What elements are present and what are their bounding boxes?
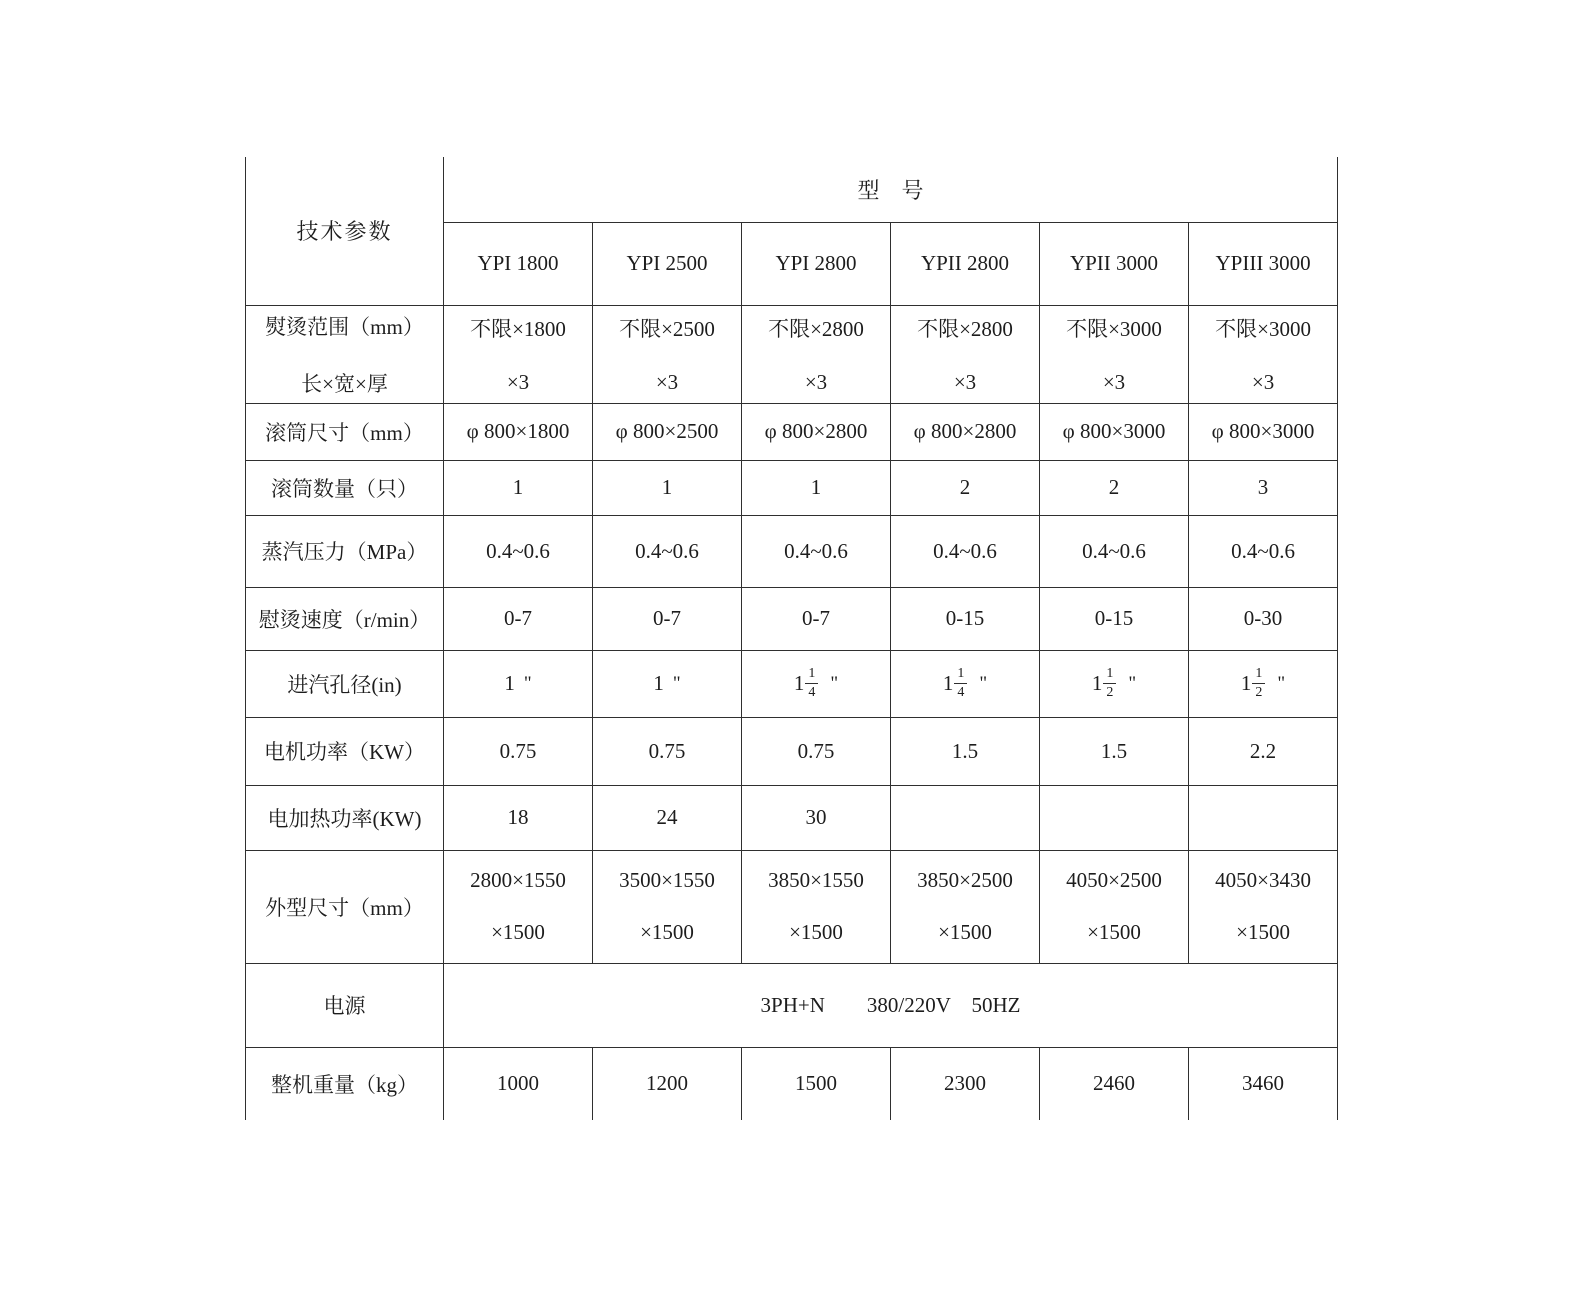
- value-cell: 1000: [444, 1047, 593, 1120]
- value-cell: 0.75: [593, 717, 742, 785]
- model-header-cell: 型 号: [444, 157, 1338, 222]
- value-cell: [1189, 305, 1338, 403]
- value-line1: 不限×2800: [917, 317, 1013, 341]
- row-label-line1: 熨烫范围（mm）: [265, 314, 424, 339]
- fraction-denominator: 4: [808, 685, 816, 700]
- inch-mark: ": [979, 672, 988, 694]
- value-cell: 1500: [742, 1047, 891, 1120]
- value-cell: 0-15: [891, 587, 1040, 650]
- inch-value: [1040, 666, 1188, 701]
- value-line2: ×1500: [491, 920, 545, 944]
- drum-count-row: [246, 460, 1338, 515]
- value-cell: [742, 305, 891, 403]
- fraction: [954, 666, 967, 701]
- inch-mark: ": [672, 672, 681, 694]
- value-cell: φ 800×2500: [593, 403, 742, 460]
- fraction-denominator: 4: [957, 685, 965, 700]
- row-label-cell: 慰烫速度（r/min）: [246, 587, 444, 650]
- value-cell: [593, 305, 742, 403]
- row-label-cell: [246, 305, 444, 403]
- value-cell: 1: [593, 460, 742, 515]
- corner-cell: 技术参数: [246, 157, 444, 305]
- value-cell: 1: [444, 460, 593, 515]
- value-cell: 1200: [593, 1047, 742, 1120]
- value-cell: [1040, 785, 1189, 850]
- value-cell: 2: [891, 460, 1040, 515]
- value-cell: [891, 850, 1040, 963]
- value-line2: ×3: [1102, 370, 1126, 394]
- value-cell: 0.4~0.6: [1040, 515, 1189, 587]
- value-cell: [1040, 850, 1189, 963]
- value-cell: [1189, 785, 1338, 850]
- value-cell: 24: [593, 785, 742, 850]
- value-line1: 不限×1800: [470, 317, 566, 341]
- value-line2: ×3: [655, 370, 679, 394]
- spec-table-container: [245, 157, 1338, 1120]
- value-cell: 3460: [1189, 1047, 1338, 1120]
- value-line2: ×3: [1251, 370, 1275, 394]
- row-label-cell: 蒸汽压力（MPa）: [246, 515, 444, 587]
- value-line1: 3500×1550: [619, 868, 715, 892]
- row-label-cell: 滚筒数量（只）: [246, 460, 444, 515]
- model-cell: YPII 2800: [891, 222, 1040, 305]
- value-cell: 0.4~0.6: [891, 515, 1040, 587]
- value-line2: ×1500: [640, 920, 694, 944]
- power-supply-row: [246, 963, 1338, 1047]
- model-cell: YPII 3000: [1040, 222, 1189, 305]
- model-cell: YPI 2500: [593, 222, 742, 305]
- value-cell: [1040, 650, 1189, 717]
- model-cell: YPIII 3000: [1189, 222, 1338, 305]
- motor-power-row: [246, 717, 1338, 785]
- value-line1: 4050×2500: [1066, 868, 1162, 892]
- value-cell: 0.4~0.6: [742, 515, 891, 587]
- ironing-speed-row: [246, 587, 1338, 650]
- value-line2: ×1500: [938, 920, 992, 944]
- value-line1: 4050×3430: [1215, 868, 1311, 892]
- fraction-numerator: 1: [1252, 666, 1265, 684]
- whole-number: 1: [653, 671, 664, 695]
- value-cell: 2460: [1040, 1047, 1189, 1120]
- value-cell: [593, 650, 742, 717]
- value-line2: ×1500: [1087, 920, 1141, 944]
- weight-row: [246, 1047, 1338, 1120]
- value-cell: [1189, 650, 1338, 717]
- value-cell: 18: [444, 785, 593, 850]
- value-cell: [444, 850, 593, 963]
- value-cell: [1189, 850, 1338, 963]
- row-label-line2: 长×宽×厚: [301, 371, 388, 396]
- spec-table: [245, 157, 1338, 1120]
- value-line2: ×3: [804, 370, 828, 394]
- value-cell: 1.5: [1040, 717, 1189, 785]
- whole-number: 1: [793, 671, 805, 695]
- inch-mark: ": [523, 672, 532, 694]
- value-cell: φ 800×3000: [1040, 403, 1189, 460]
- value-cell: 0-7: [742, 587, 891, 650]
- value-cell: φ 800×1800: [444, 403, 593, 460]
- value-cell: [742, 850, 891, 963]
- value-cell: 2: [1040, 460, 1189, 515]
- value-line2: ×3: [953, 370, 977, 394]
- whole-number: 1: [504, 671, 515, 695]
- value-cell: 0.75: [742, 717, 891, 785]
- value-line1: 不限×3000: [1215, 317, 1311, 341]
- steam-pressure-row: [246, 515, 1338, 587]
- value-cell: [891, 785, 1040, 850]
- value-cell: 3: [1189, 460, 1338, 515]
- value-line1: 不限×3000: [1066, 317, 1162, 341]
- dimensions-row: [246, 850, 1338, 963]
- heating-power-row: [246, 785, 1338, 850]
- value-cell: [891, 650, 1040, 717]
- whole-number: 1: [1240, 671, 1252, 695]
- power-supply-value-cell: 3PH+N 380/220V 50HZ: [444, 963, 1338, 1047]
- inch-value: [742, 666, 890, 701]
- value-cell: φ 800×2800: [891, 403, 1040, 460]
- inch-mark: ": [830, 672, 839, 694]
- value-line1: 3850×2500: [917, 868, 1013, 892]
- model-cell: YPI 2800: [742, 222, 891, 305]
- row-label-cell: 外型尺寸（mm）: [246, 850, 444, 963]
- row-label-cell: 滚筒尺寸（mm）: [246, 403, 444, 460]
- ironing-range-row: [246, 305, 1338, 403]
- whole-number: 1: [1091, 671, 1103, 695]
- value-cell: 0-15: [1040, 587, 1189, 650]
- fraction: [1103, 666, 1116, 701]
- value-cell: [444, 650, 593, 717]
- drum-size-row: [246, 403, 1338, 460]
- fraction-denominator: 2: [1106, 685, 1114, 700]
- value-cell: 30: [742, 785, 891, 850]
- value-cell: [891, 305, 1040, 403]
- value-cell: 0-30: [1189, 587, 1338, 650]
- value-cell: 0.4~0.6: [593, 515, 742, 587]
- value-cell: [444, 305, 593, 403]
- inch-value: [593, 671, 741, 696]
- value-cell: 0.4~0.6: [444, 515, 593, 587]
- value-line1: 3850×1550: [768, 868, 864, 892]
- value-line1: 2800×1550: [470, 868, 566, 892]
- value-cell: 0-7: [593, 587, 742, 650]
- fraction-numerator: 1: [805, 666, 818, 684]
- steam-inlet-row: [246, 650, 1338, 717]
- fraction: [805, 666, 818, 701]
- value-line2: ×3: [506, 370, 530, 394]
- value-cell: 1: [742, 460, 891, 515]
- model-cell: YPI 1800: [444, 222, 593, 305]
- value-line1: 不限×2800: [768, 317, 864, 341]
- value-line2: ×1500: [1236, 920, 1290, 944]
- row-label-cell: 整机重量（kg）: [246, 1047, 444, 1120]
- inch-value: [891, 666, 1039, 701]
- value-cell: [593, 850, 742, 963]
- inch-value: [444, 671, 592, 696]
- value-cell: 1.5: [891, 717, 1040, 785]
- value-cell: 2300: [891, 1047, 1040, 1120]
- header-row: [246, 157, 1338, 222]
- row-label-cell: 进汽孔径(in): [246, 650, 444, 717]
- inch-mark: ": [1277, 672, 1286, 694]
- fraction: [1252, 666, 1265, 701]
- value-cell: 0.75: [444, 717, 593, 785]
- fraction-numerator: 1: [954, 666, 967, 684]
- value-cell: φ 800×2800: [742, 403, 891, 460]
- fraction-denominator: 2: [1255, 685, 1263, 700]
- value-cell: φ 800×3000: [1189, 403, 1338, 460]
- value-line1: 不限×2500: [619, 317, 715, 341]
- row-label-cell: 电加热功率(KW): [246, 785, 444, 850]
- row-label-cell: 电源: [246, 963, 444, 1047]
- row-label-cell: 电机功率（KW）: [246, 717, 444, 785]
- inch-value: [1189, 666, 1337, 701]
- value-cell: [1040, 305, 1189, 403]
- value-cell: 0.4~0.6: [1189, 515, 1338, 587]
- inch-mark: ": [1128, 672, 1137, 694]
- value-line2: ×1500: [789, 920, 843, 944]
- value-cell: [742, 650, 891, 717]
- value-cell: 2.2: [1189, 717, 1338, 785]
- value-cell: 0-7: [444, 587, 593, 650]
- whole-number: 1: [942, 671, 954, 695]
- fraction-numerator: 1: [1103, 666, 1116, 684]
